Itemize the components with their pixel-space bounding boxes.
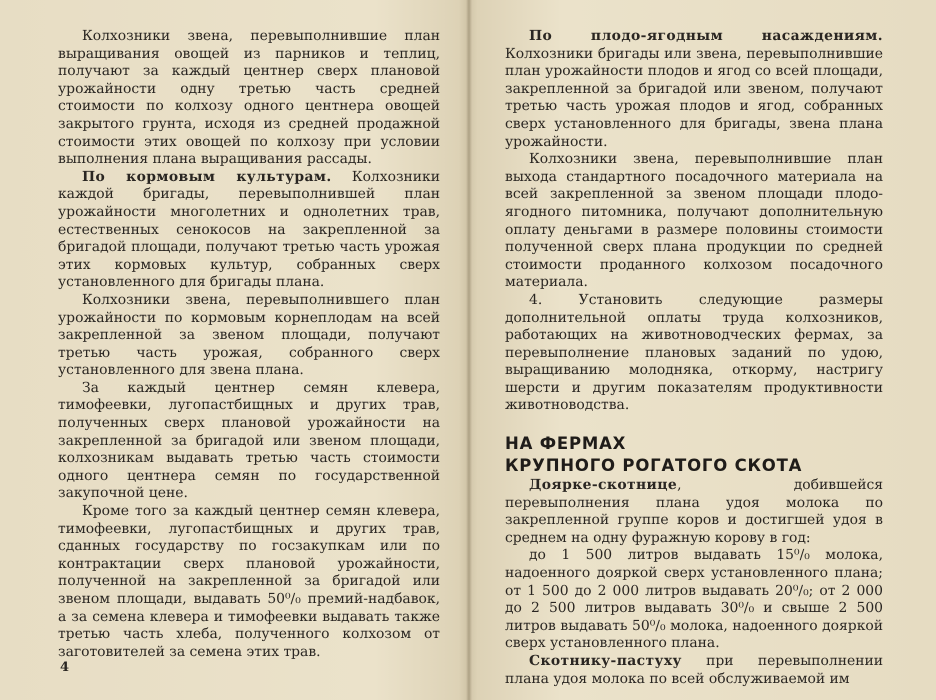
section-heading — [505, 433, 883, 477]
paragraph-text: Колхозники звена, перевыполнившего план урожайности по кормовым корнеплодам на всей закрепленной за звеном площади, получают третью часть урожая, собранного сверх установленного для звена плана. — [58, 291, 440, 379]
paragraph-text: За каждый центнер семян клевера, тимофеевки, лугопастбищных и других трав, полученных сверх плановой урожайности на закрепленной за бригадой или звеном площади, колхозникам выдавать третью часть стоимости одного центнера семян по государственной закупочной цене. — [58, 379, 440, 502]
paragraph-text: , добившейся перевыполнения плана удоя молока по закрепленной группе коров и достигшей удоя в среднем на одну фуражную корову в год: — [505, 477, 883, 546]
paragraph-herdsman — [505, 653, 883, 688]
paragraph-text: Колхозники каждой бригады, перевыполнившей план урожайности многолетних и однолетних трав, естественных сенокосов на закрепленной за бригадой площади, получают третью часть урожая этих кормовых культур, собранных сверх установленного для бригады плана. — [58, 168, 440, 291]
left-page — [58, 28, 440, 688]
paragraph-lead: Скотнику-пастуху — [529, 653, 682, 669]
paragraph-text: Колхозники звена, перевыполнившие план выращивания овощей из парников и теплиц, получают за каждый центнер сверх плановой урожайности одну третью часть средней стоимости по колхозу одного центнера овощей закрытого грунта, исходя из средней продажной стоимости этих овощей по колхозу при условии выполнения плана выращивания рассады. — [58, 28, 440, 168]
paragraph-orchards — [505, 28, 883, 151]
right-page — [505, 28, 883, 688]
paragraph-text: 4. Установить следующие размеры дополнительной оплаты труда колхозников, работающих на животноводческих фермах, за перевыполнение плановых заданий по удою, выращиванию молодняка, откорму, настригу шерсти и другим показателям продуктивности животноводства. — [505, 291, 883, 414]
paragraph-vegetables — [58, 28, 440, 169]
page-number: 4 — [60, 660, 70, 675]
paragraph-clover-seeds — [58, 380, 440, 503]
paragraph-milkmaid — [505, 477, 883, 547]
paragraph-text: Колхозники бригады или звена, перевыполнившие план урожайности плодов и ягод со всей площади, закрепленной за бригадой или звеном, получают третью часть урожая плодов и ягод, собранных сверх установленного для бригады, звена плана урожайности. — [505, 45, 883, 150]
paragraph-text: при перевыполнении плана удоя молока по всей обслуживаемой им — [505, 653, 883, 687]
paragraph-text: Кроме того за каждый центнер семян клевера, тимофеевки, лугопастбищных и других трав, сданных государству по госзакупкам или по контрактации сверх плановой урожайности, полученной на закрепленной за бригадой или звеном площади, выдавать 50⁰/₀ премий-надбавок, а за семена клевера и тимофеевки выдавать также третью часть хлеба, полученного колхозом от заготовителей за семена этих трав. — [58, 503, 440, 660]
paragraph-fodder-crops — [58, 169, 440, 292]
paragraph-milk-rates — [505, 547, 883, 653]
paragraph-lead: По кормовым культурам. — [82, 168, 332, 185]
paragraph-nursery — [505, 151, 883, 292]
paragraph-text: Колхозники звена, перевыполнившие план выхода стандартного посадочного материала на всей закрепленной за звеном площади плодо-ягодного питомника, получают дополнительную оплату деньгами в размере половины стоимости полученной сверх плана продукции по средней стоимости проданного колхозом посадочного материала. — [505, 151, 883, 291]
paragraph-lead: Доярке-скотнице — [529, 477, 678, 494]
paragraph-lead: По плодо-ягодным насаждениям. — [529, 28, 883, 44]
paragraph-livestock-rates — [505, 292, 883, 415]
section-heading-line1: НА ФЕРМАХ — [505, 434, 627, 454]
paragraph-root-crops — [58, 292, 440, 380]
book-gutter — [466, 0, 472, 700]
paragraph-state-purchase — [58, 503, 440, 661]
section-heading-line2: КРУПНОГО РОГАТОГО СКОТА — [505, 456, 803, 476]
paragraph-text: до 1 500 литров выдавать 15⁰/₀ молока, надоенного дояркой сверх установленного плана; от 1 500 до 2 000 литров выдавать 20⁰/₀; от 2 000 до 2 500 литров выдавать 30⁰/₀ и свыше 2 500 литров выдавать 50⁰/₀ молока, надоенного дояркой сверх установленного плана. — [505, 547, 883, 652]
